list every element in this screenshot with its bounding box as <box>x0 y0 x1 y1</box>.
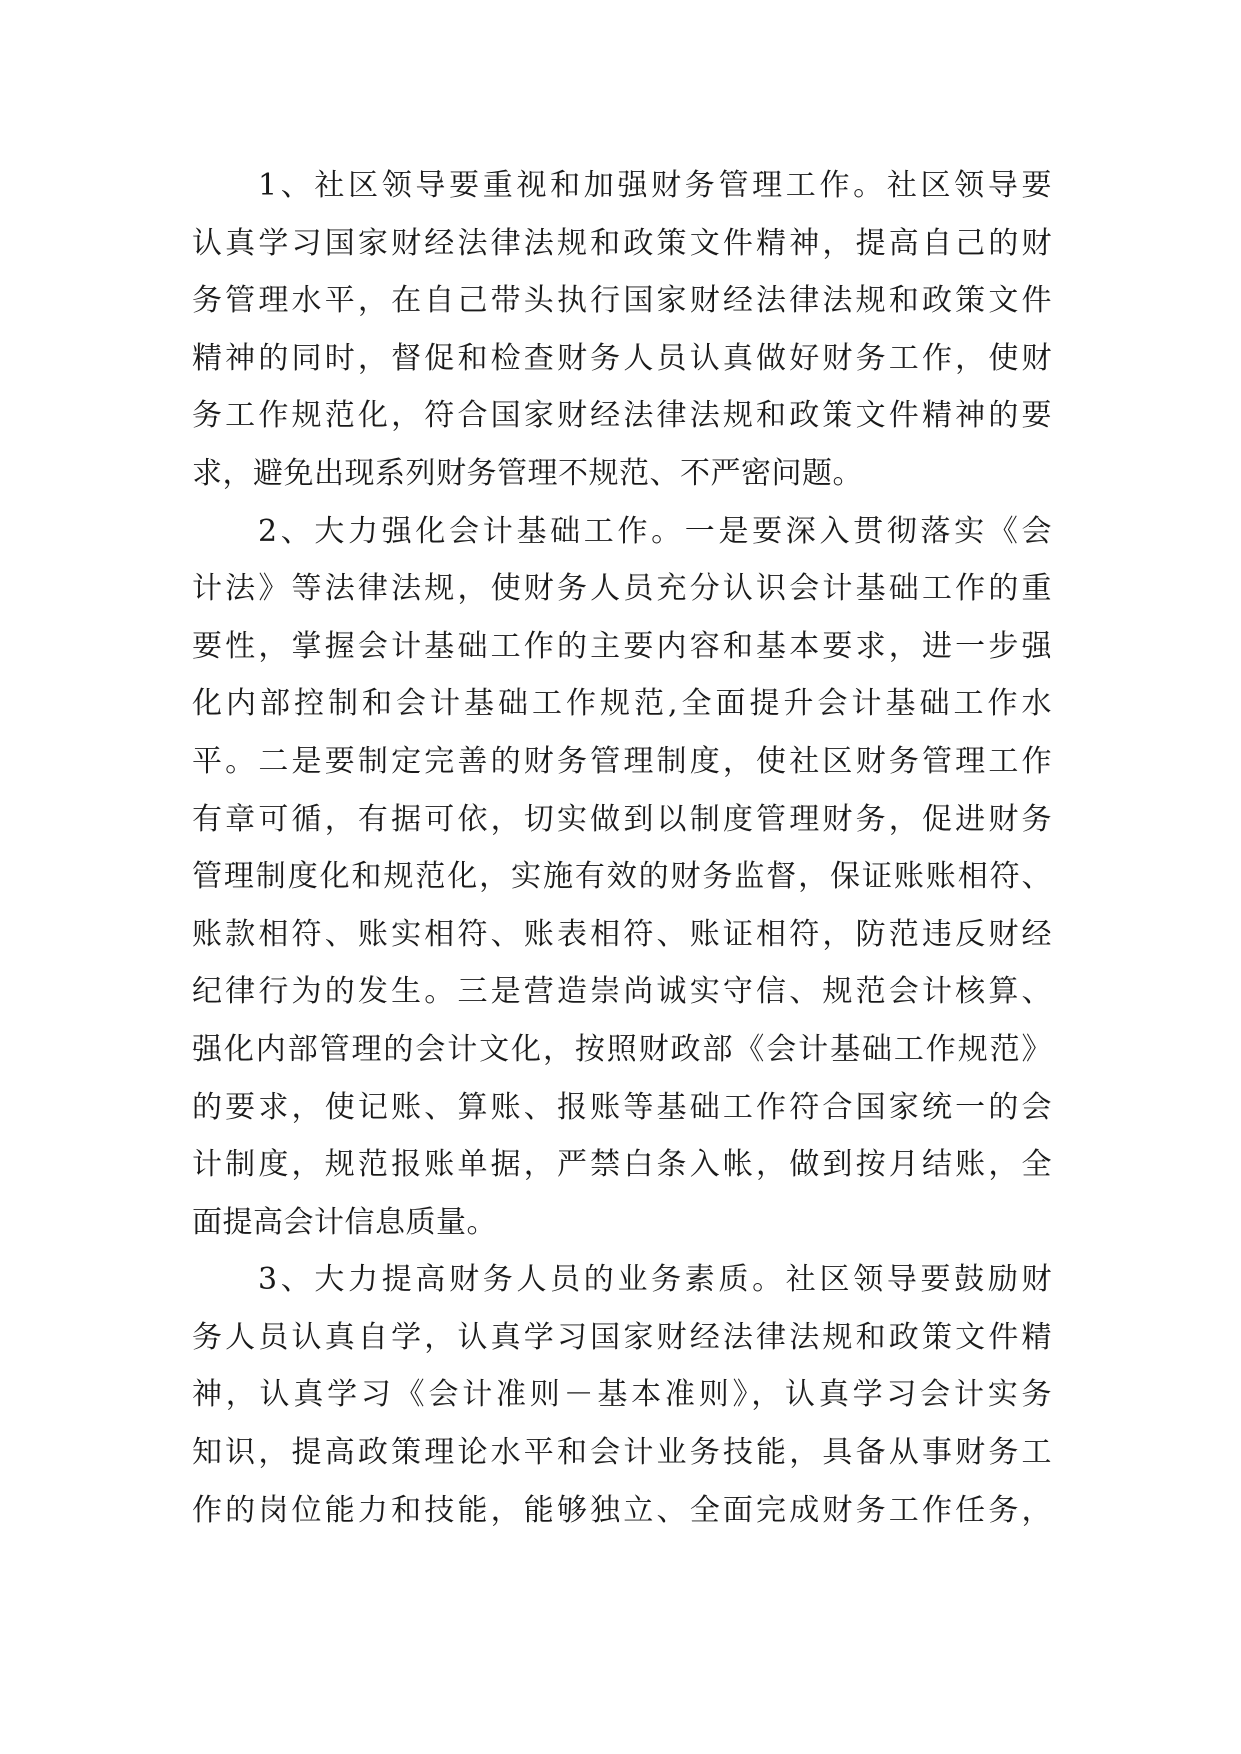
paragraph-2-line-2: 计法》等法律法规，使财务人员充分认识会计基础工作的重 <box>192 571 1052 607</box>
paragraph-2-line-3: 要性，掌握会计基础工作的主要内容和基本要求，进一步强 <box>192 628 1052 664</box>
paragraph-1-line-2: 认真学习国家财经法律法规和政策文件精神，提高自己的财 <box>192 225 1052 261</box>
paragraph-1-line-5: 务工作规范化，符合国家财经法律法规和政策文件精神的要 <box>192 398 1052 434</box>
paragraph-2-line-12: 计制度，规范报账单据，严禁白条入帐，做到按月结账，全 <box>192 1147 1052 1183</box>
paragraph-2-line-8: 账款相符、账实相符、账表相符、账证相符，防范违反财经 <box>192 916 1052 952</box>
paragraph-2-line-9: 纪律行为的发生。三是营造崇尚诚实守信、规范会计核算、 <box>192 974 1052 1010</box>
paragraph-3-line-1: 3、大力提高财务人员的业务素质。社区领导要鼓励财 <box>258 1262 1052 1298</box>
paragraph-1-line-3: 务管理水平，在自己带头执行国家财经法律法规和政策文件 <box>192 283 1052 319</box>
paragraph-2-line-11: 的要求，使记账、算账、报账等基础工作符合国家统一的会 <box>192 1089 1052 1125</box>
paragraph-2-line-1: 2、大力强化会计基础工作。一是要深入贯彻落实《会 <box>258 513 1052 549</box>
paragraph-1-line-4: 精神的同时，督促和检查财务人员认真做好财务工作，使财 <box>192 340 1052 376</box>
paragraph-3-line-5: 作的岗位能力和技能，能够独立、全面完成财务工作任务， <box>192 1492 1052 1528</box>
paragraph-3-line-3: 神，认真学习《会计准则－基本准则》，认真学习会计实务 <box>192 1377 1052 1413</box>
paragraph-2-line-10: 强化内部管理的会计文化，按照财政部《会计基础工作规范》 <box>192 1031 1052 1067</box>
paragraph-3-line-4: 知识，提高政策理论水平和会计业务技能，具备从事财务工 <box>192 1435 1052 1471</box>
paragraph-1-line-1: 1、社区领导要重视和加强财务管理工作。社区领导要 <box>258 168 1052 203</box>
document-body <box>192 157 1052 1539</box>
paragraph-2-line-5: 平。二是要制定完善的财务管理制度，使社区财务管理工作 <box>192 743 1052 779</box>
paragraph-2-line-4: 化内部控制和会计基础工作规范,全面提升会计基础工作水 <box>192 686 1052 722</box>
paragraph-2-line-13: 面提高会计信息质量。 <box>192 1204 497 1240</box>
paragraph-1-line-6: 求，避免出现系列财务管理不规范、不严密问题。 <box>192 455 863 491</box>
paragraph-3-line-2: 务人员认真自学，认真学习国家财经法律法规和政策文件精 <box>192 1319 1052 1355</box>
paragraph-2-line-7: 管理制度化和规范化，实施有效的财务监督，保证账账相符、 <box>192 859 1052 895</box>
paragraph-2-line-6: 有章可循，有据可依，切实做到以制度管理财务，促进财务 <box>192 801 1052 837</box>
